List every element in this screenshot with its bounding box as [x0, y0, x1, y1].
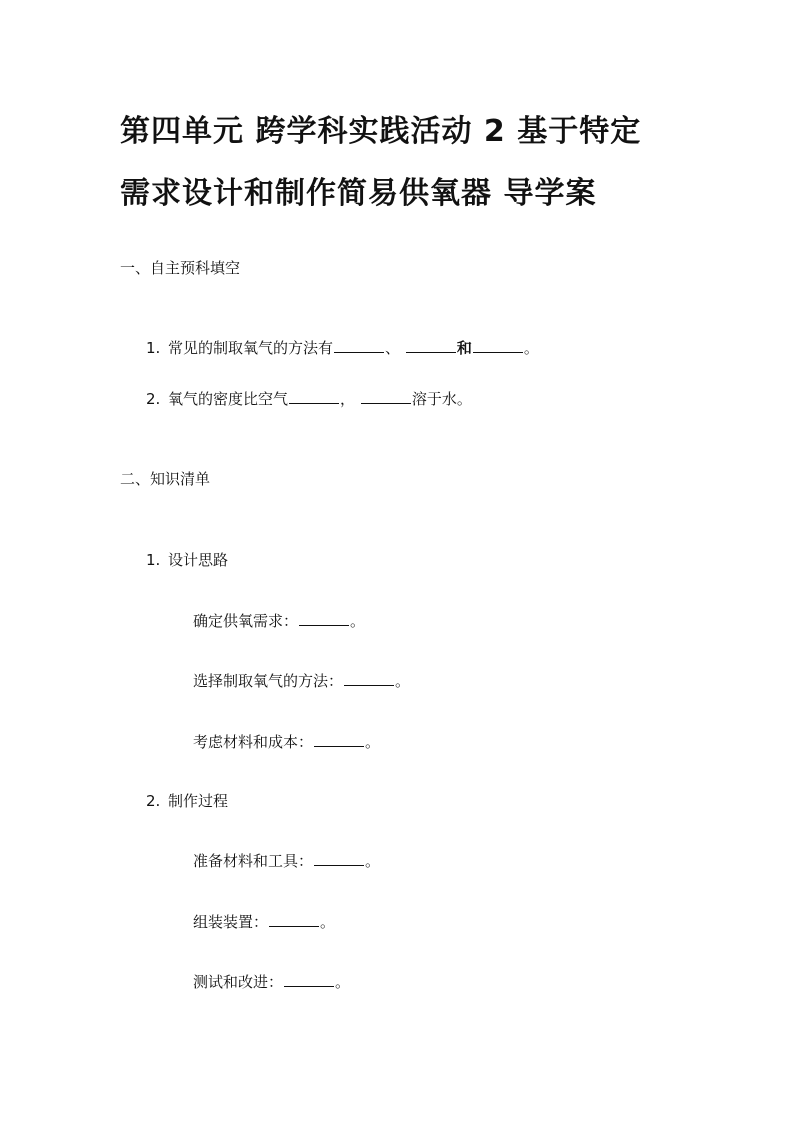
question-text: 常见的制取氧气的方法有: [168, 339, 334, 357]
period: 。: [523, 339, 539, 357]
period: 。: [350, 612, 366, 630]
sub-item-label: 选择制取氧气的方法：: [193, 672, 344, 690]
page-title-line-1: 第四单元 跨学科实践活动 2 基于特定: [120, 114, 642, 149]
answer-blank[interactable]: [361, 389, 411, 404]
sub-item-label: 考虑材料和成本：: [193, 733, 314, 751]
answer-blank[interactable]: [406, 338, 456, 353]
sub-item-materials-cost: [193, 731, 380, 752]
period: 。: [395, 672, 411, 690]
item-number: 1.: [146, 551, 161, 569]
sub-item-test-improve: [193, 971, 350, 992]
answer-blank[interactable]: [269, 912, 319, 927]
answer-blank[interactable]: [344, 671, 394, 686]
sub-item-label: 组装装置：: [193, 913, 269, 931]
section-heading-self-study: 一、自主预科填空: [120, 259, 241, 277]
sub-item-method: [193, 670, 410, 691]
period: 。: [320, 913, 336, 931]
sub-item-label: 确定供氧需求：: [193, 612, 299, 630]
answer-blank[interactable]: [314, 851, 364, 866]
question-1: [146, 337, 539, 358]
period: 。: [335, 973, 351, 991]
answer-blank[interactable]: [299, 611, 349, 626]
list-item-design-idea: [146, 549, 228, 570]
question-number: 1.: [146, 339, 161, 357]
period: 。: [365, 852, 381, 870]
sub-item-assemble: [193, 911, 335, 932]
answer-blank[interactable]: [314, 732, 364, 747]
answer-blank[interactable]: [284, 972, 334, 987]
question-text: 氧气的密度比空气: [168, 390, 289, 408]
list-item-making-process: [146, 790, 228, 811]
item-label: 制作过程: [168, 792, 229, 810]
question-number: 2.: [146, 390, 161, 408]
sub-item-oxygen-demand: [193, 610, 365, 631]
separator: 、: [385, 339, 401, 357]
item-number: 2.: [146, 792, 161, 810]
period: 。: [365, 733, 381, 751]
page-title-line-2: 需求设计和制作简易供氧器 导学案: [120, 176, 597, 211]
question-text: 溶于水。: [411, 390, 472, 408]
item-label: 设计思路: [168, 551, 229, 569]
sub-item-prepare-materials: [193, 850, 380, 871]
section-heading-knowledge-list: 二、知识清单: [120, 470, 211, 488]
answer-blank[interactable]: [334, 338, 384, 353]
sub-item-label: 准备材料和工具：: [193, 852, 314, 870]
answer-blank[interactable]: [289, 389, 339, 404]
sub-item-label: 测试和改进：: [193, 973, 284, 991]
separator: ，: [340, 390, 356, 408]
answer-blank[interactable]: [473, 338, 523, 353]
conjunction: 和: [456, 339, 472, 357]
question-2: [146, 388, 472, 409]
